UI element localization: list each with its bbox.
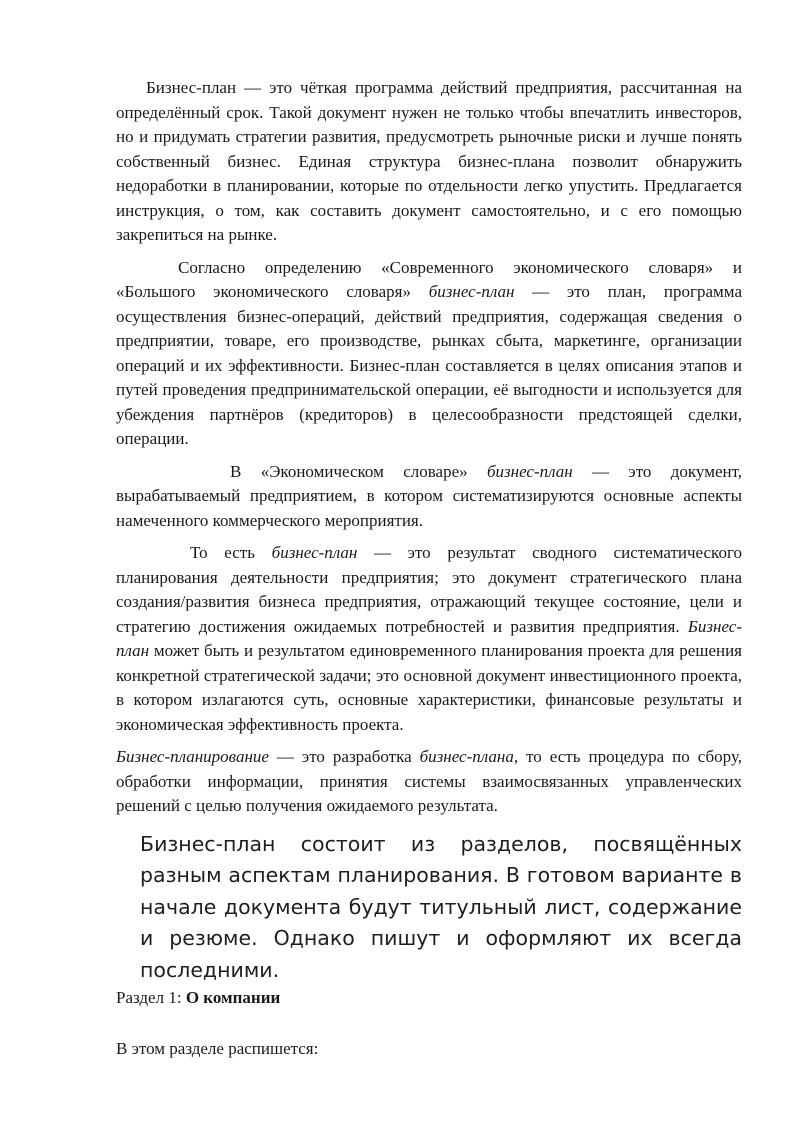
section-title: О компании [185,988,281,1007]
term-business-plan: бизнес-план [271,543,358,562]
text-run: — это план, программа осуществления бизнес-операций, действий предприятия, содержащая сведения о предприятии, товаре, его производстве, рынках сбыта, маркетинге, организации операций и их эффективности. Бизнес-план составляется в целях описания этапов и путей проведения предпринимательской операции, её выгодности и используется для убеждения партнёров (кредиторов) в целесообразности предстоящей сделки, операции. [116,282,742,448]
paragraph-section-intro: В этом разделе распишется: [116,1039,319,1058]
paragraph-structure-note: Бизнес-план состоит из разделов, посвящённых разным аспектам планирования. В готовом варианте в начале документа будут титульный лист, содержание и резюме. Однако пишут и оформляют их всегда последними. [140,831,742,982]
paragraph-summary-definition [116,541,742,737]
text-run: может быть и результатом единовременного планирования проекта для решения конкретной стратегической задачи; это основной документ инвестиционного проекта, в котором излагаются суть, основные характеристики, финансовые результаты и экономическая эффективность проекта. [116,641,742,734]
section-heading [116,986,742,1010]
term-business-plan: бизнес-плана [419,747,514,766]
term-business-plan: Бизнес-план [116,616,742,660]
paragraph-business-planning [116,745,742,819]
term-business-plan: бизнес-план [428,282,515,301]
text-run: То есть [190,543,272,562]
text-run: — это результат сводного систематического планирования деятельности предприятия; это документ стратегического плана создания/развития бизнеса предприятия, отражающий текущее состояние, цели и стратегию достижения ожидаемых потребностей и развития предприятия. [116,543,742,636]
paragraph-economic-dictionary [116,460,742,534]
term-business-planning: Бизнес-планирование [116,747,269,766]
text-run: Согласно определению «Современного экономического словаря» и «Большого экономического словаря» [116,257,742,301]
text-run: , то есть процедура по сбору, обработки информации, принятия системы взаимосвязанных управленческих решений с целью получения ожидаемого результата. [116,747,742,815]
text-run: В «Экономическом словаре» [230,461,487,481]
paragraph-dictionary-definition [116,256,742,452]
text-run: — это документ, вырабатываемый предприятием, в котором систематизируются основные аспекты намеченного коммерческого мероприятия. [116,461,743,530]
term-business-plan: бизнес-план [486,461,573,481]
paragraph-definition-intro: Бизнес-план — это чёткая программа действий предприятия, рассчитанная на определённый срок. Такой документ нужен не только чтобы впечатлить инвесторов, но и придумать стратегии развития, предусмотреть рыночные риски и лучше понять собственный бизнес. Единая структура бизнес-плана позволит обнаружить недоработки в планировании, которые по отдельности легко упустить. Предлагается инструкция, о том, как составить документ самостоятельно, и с его помощью закрепиться на рынке. [116,78,742,244]
text-run: — это разработка [268,747,420,766]
section-prefix: Раздел 1: [116,988,186,1007]
